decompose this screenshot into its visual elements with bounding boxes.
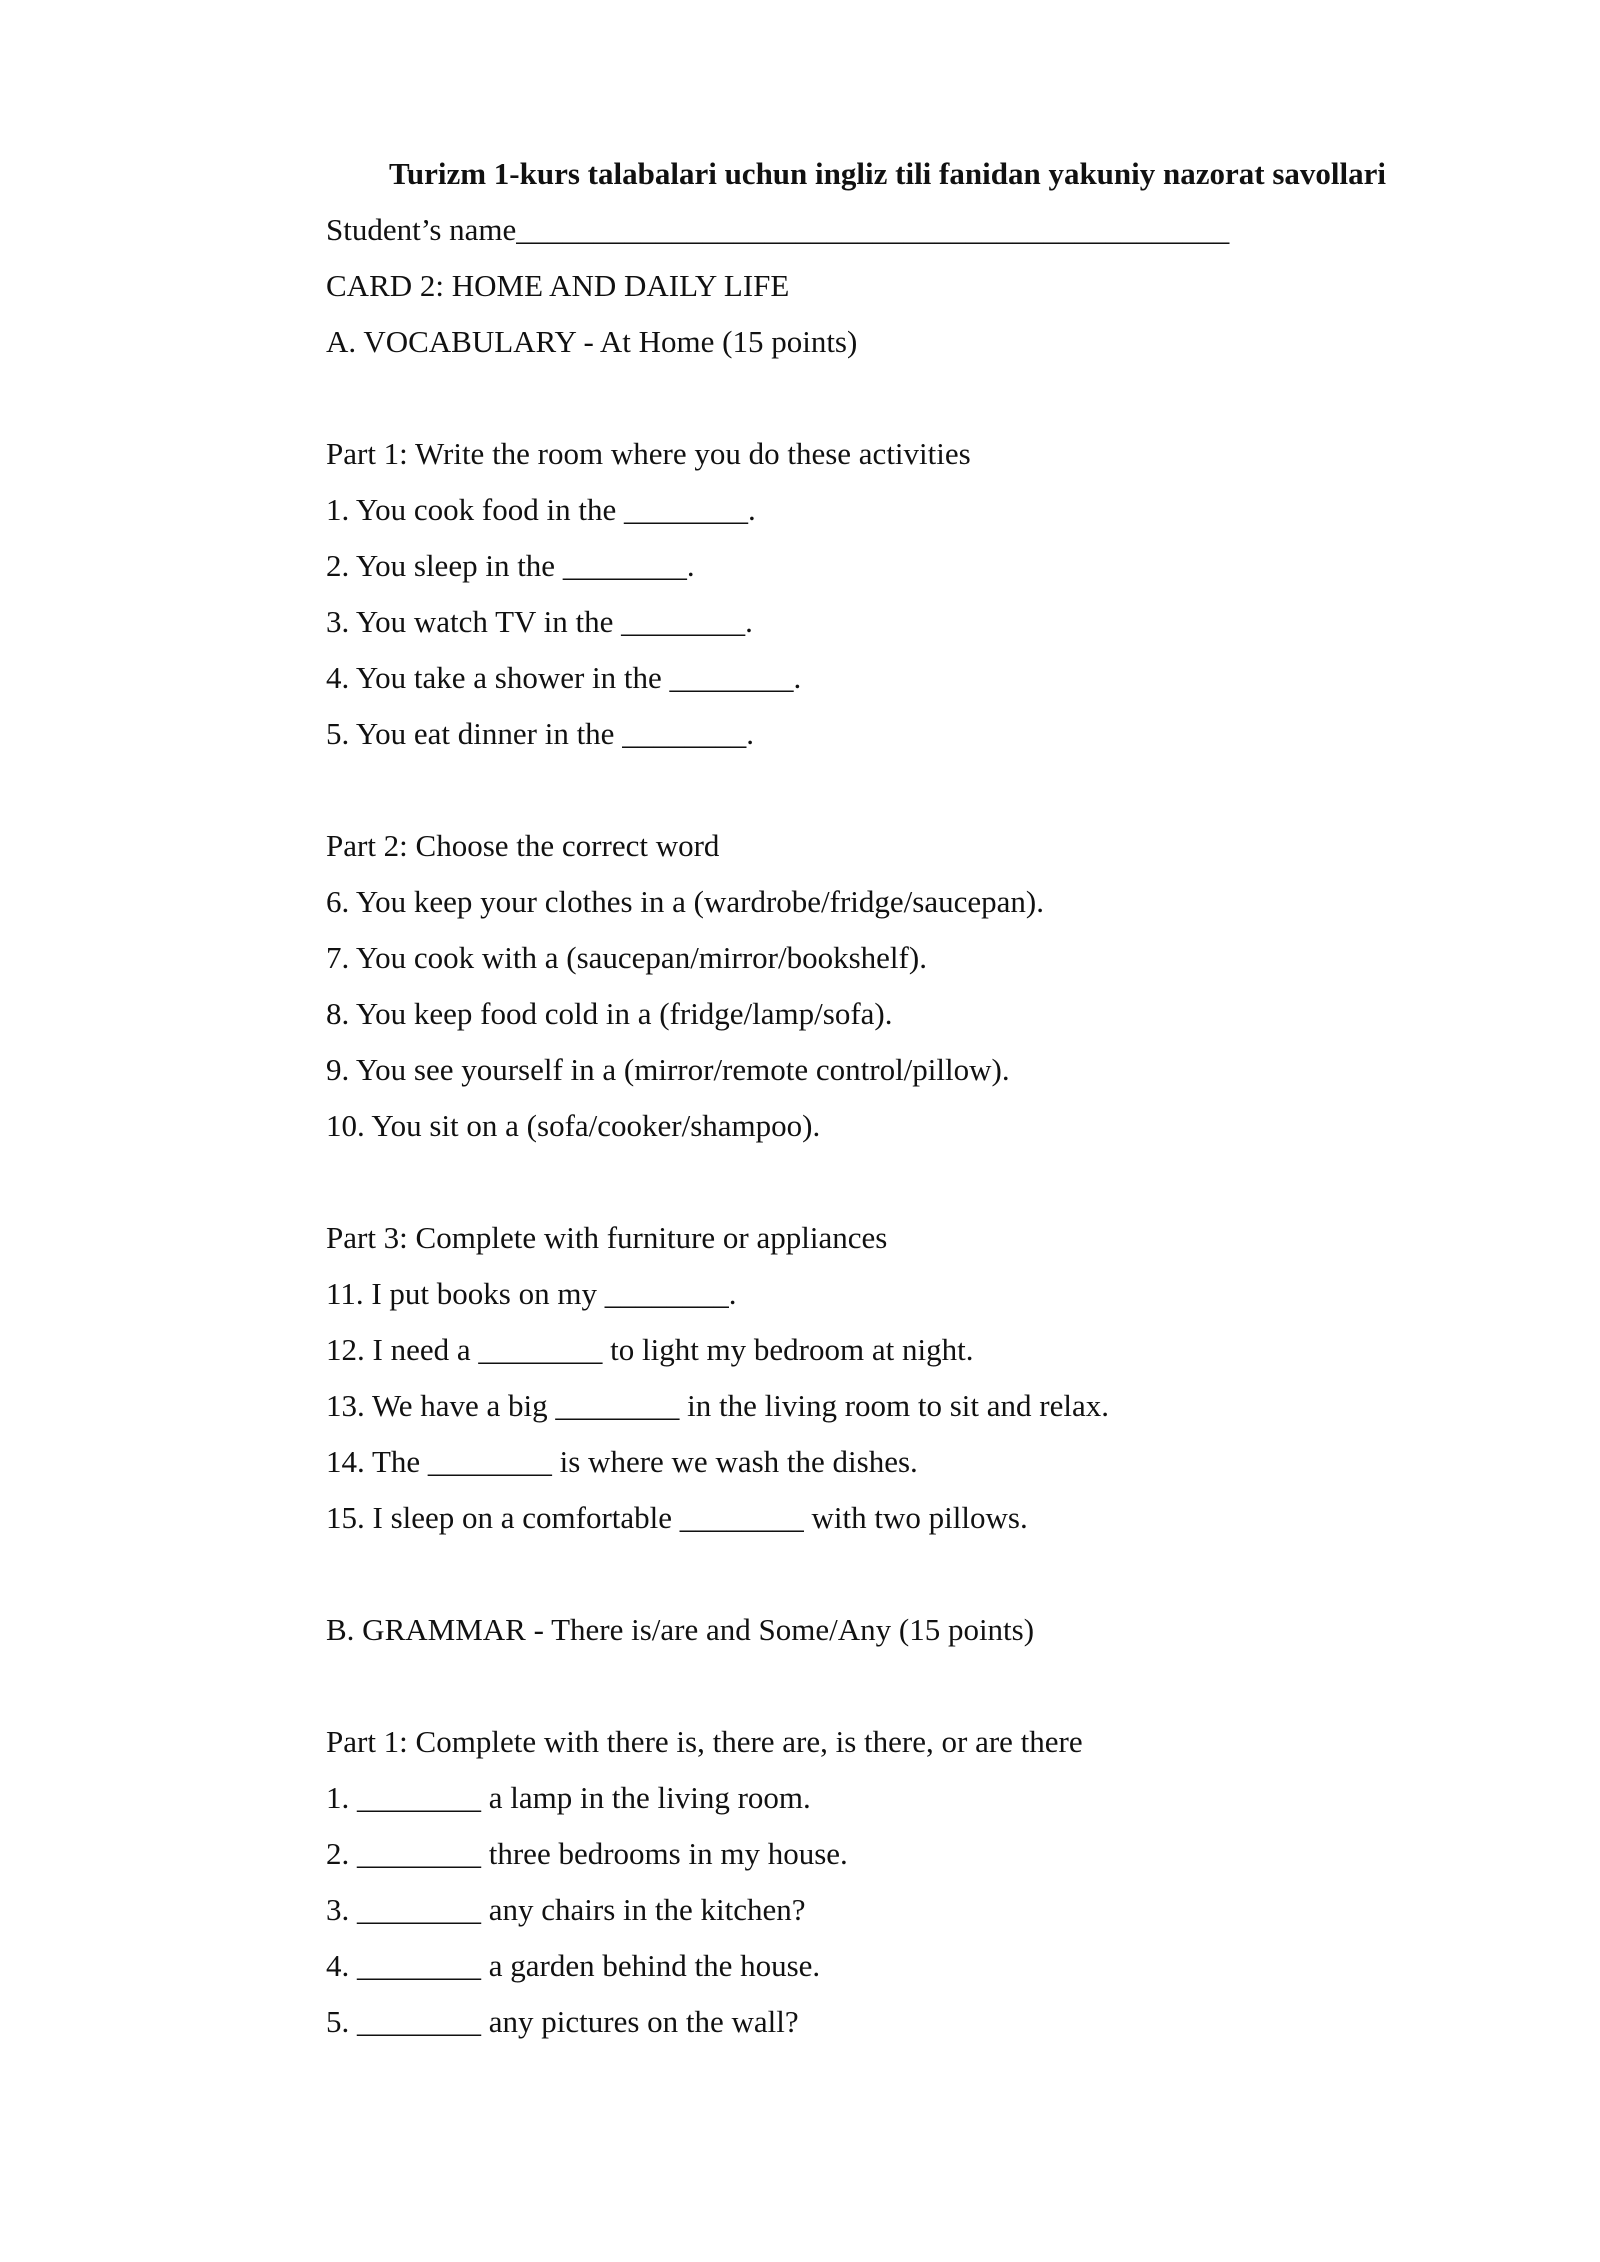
question-item: 3. ________ any chairs in the kitchen?: [326, 1892, 806, 1927]
question-item: 7. You cook with a (saucepan/mirror/bookshelf).: [326, 940, 927, 975]
spacer: [326, 762, 1496, 818]
section-b-part1-heading: Part 1: Complete with there is, there are, is there, or are there: [326, 1724, 1083, 1759]
question-item: 2. ________ three bedrooms in my house.: [326, 1836, 848, 1871]
question-item: 15. I sleep on a comfortable ________ with two pillows.: [326, 1500, 1028, 1535]
question-item: 11. I put books on my ________.: [326, 1276, 737, 1311]
section-a-part3-heading: Part 3: Complete with furniture or appliances: [326, 1220, 888, 1255]
spacer: [326, 1546, 1496, 1602]
question-item: 4. You take a shower in the ________.: [326, 660, 802, 695]
question-item: 3. You watch TV in the ________.: [326, 604, 753, 639]
question-item: 14. The ________ is where we wash the dishes.: [326, 1444, 918, 1479]
question-item: 9. You see yourself in a (mirror/remote control/pillow).: [326, 1052, 1010, 1087]
question-item: 1. You cook food in the ________.: [326, 492, 756, 527]
student-name-field: Student’s name______________________________________________: [326, 212, 1230, 247]
spacer: [326, 370, 1496, 426]
question-item: 2. You sleep in the ________.: [326, 548, 695, 583]
question-item: 10. You sit on a (sofa/cooker/shampoo).: [326, 1108, 821, 1143]
question-item: 8. You keep food cold in a (fridge/lamp/sofa).: [326, 996, 893, 1031]
spacer: [326, 1154, 1496, 1210]
section-a-part1-heading: Part 1: Write the room where you do these activities: [326, 436, 971, 471]
card-title: CARD 2: HOME AND DAILY LIFE: [326, 268, 790, 303]
question-item: 1. ________ a lamp in the living room.: [326, 1780, 811, 1815]
spacer: [326, 1658, 1496, 1714]
document-title: Turizm 1-kurs talabalari uchun ingliz tili fanidan yakuniy nazorat savollari: [389, 156, 1387, 191]
section-a-part2-heading: Part 2: Choose the correct word: [326, 828, 720, 863]
document-content: [326, 146, 1496, 2050]
question-item: 5. You eat dinner in the ________.: [326, 716, 754, 751]
question-item: 6. You keep your clothes in a (wardrobe/fridge/saucepan).: [326, 884, 1044, 919]
section-a-heading: A. VOCABULARY - At Home (15 points): [326, 324, 858, 359]
question-item: 12. I need a ________ to light my bedroom at night.: [326, 1332, 974, 1367]
question-item: 4. ________ a garden behind the house.: [326, 1948, 821, 1983]
question-item: 13. We have a big ________ in the living room to sit and relax.: [326, 1388, 1109, 1423]
question-item: 5. ________ any pictures on the wall?: [326, 2004, 799, 2039]
section-b-heading: B. GRAMMAR - There is/are and Some/Any (15 points): [326, 1612, 1035, 1647]
